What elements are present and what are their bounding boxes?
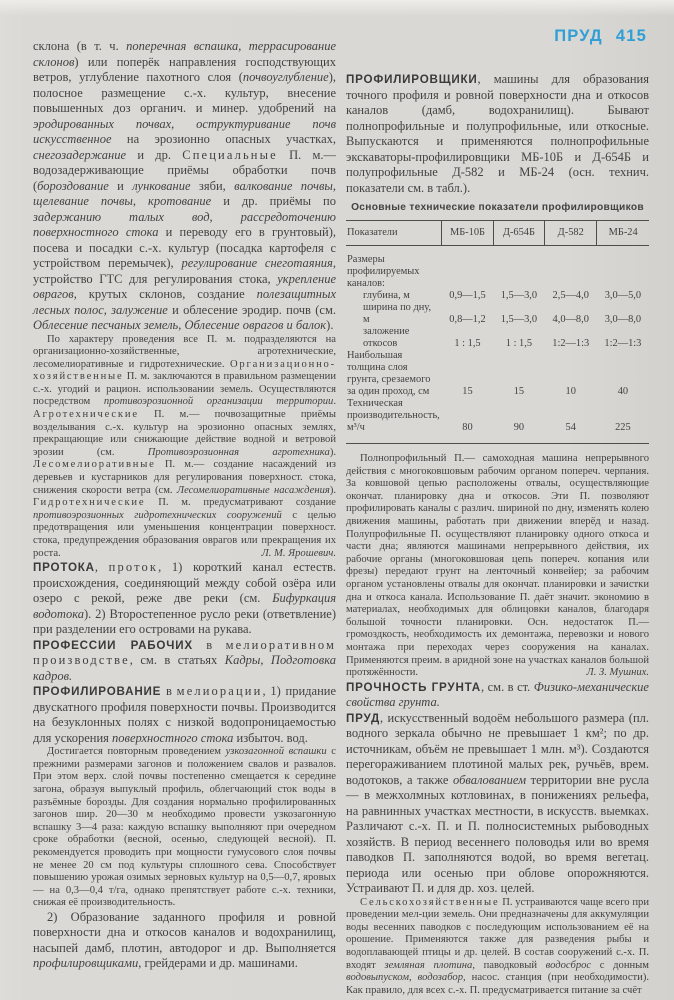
emphasized-term: Сельскохозяйственные (360, 896, 500, 908)
table-value-cell: 90 (513, 422, 525, 433)
text-run: с донным (591, 959, 649, 971)
table-header-row (346, 221, 649, 246)
text-run: , см. в статьях (129, 653, 225, 668)
spec-table (346, 202, 649, 444)
text-run: П. м.— почвозащитные приёмы возделывания с.-х. культур на эрозионно опасных землях, прекращающие или снижающие действие водной и ветровой эрозии (см. (33, 409, 336, 458)
table-row (346, 290, 649, 302)
table-label-cell: глубина, м (363, 290, 410, 301)
italic-term: Кадры, Подготовка кадров. (33, 653, 336, 683)
table-header-cell: Показатели (346, 221, 442, 246)
paragraph (33, 910, 336, 972)
italic-term: задержанию талых вод, рассредоточению поверхностного стока (33, 209, 336, 239)
text-run: и др. (126, 147, 183, 162)
table-value-cell: 3,0—5,0 (604, 290, 642, 301)
table-value-cell: 1,5—3,0 (500, 314, 538, 325)
italic-term: обвалованием (452, 772, 527, 787)
table-value-cell (442, 246, 493, 291)
text-run: и др. приёмы по (211, 194, 336, 208)
table-header-cell: Д-582 (545, 221, 597, 246)
fine-print-paragraph (33, 746, 336, 910)
table-value-cell (597, 246, 649, 291)
text-run: По характеру проведения все П. м. подразделяются на организационно-хозяйственные, агротехнические, лесомелиоративные и гидротехнические. (33, 333, 336, 370)
text-run: в (161, 684, 177, 699)
text-run: избыточ. вод. (233, 730, 308, 745)
italic-term: Физико-механические свойства грунта. (346, 679, 649, 710)
text-run: , 1) придание двускатного профиля поверхности почвы. Производится на безуклонных полях с низкой водопроницаемостью для ускорения (33, 684, 336, 745)
italic-term: водовыпуском (346, 972, 409, 984)
italic-term: Противоэрозионная агротехника (147, 446, 330, 458)
text-run: П. м. предусматривают создание (145, 497, 336, 509)
entry-profilirovanie (33, 684, 336, 746)
italic-term: эродированных почвах, оструктуривание почв искусственное (33, 116, 336, 146)
right-column (346, 39, 649, 997)
table-value-cell: 0,8—1,2 (449, 314, 486, 325)
italic-term: бороздование (37, 178, 109, 193)
text-run: с прежними размерами загонов и положением свалов и развалов. При этом верх. слой почвы постепенно смещается к середине загона, образуя выпуклый профиль, облегчающий сток воды в разъёмные борозды. Для создания нормально профилированных загонов шир. 20—30 м необходимо провести узкозагонную вспашку 3—4 раза: каждую вспашку выполняют при очередном сроке обработки (весной, осенью, следующей весной). П. рекомендуется проводить при мощности гумусового слоя почвы не менее 20 см под культуры сплошного сева. Способствует повышению урожая озимых зерновых культур на 0,5—0,7, яровых — на 0,3—0,4 т/га, однако препятствует работе с.-х. техники, снижая её производительность. (33, 746, 336, 909)
headword: ПРОФИЛИРОВЩИКИ (346, 73, 478, 86)
italic-term: поперечная вспашка, террасирование склонов (33, 39, 336, 69)
text-run: , насос. станция (при необходимости). Как правило, для всех с.-х. П. предусматривается питание за счёт (346, 972, 649, 996)
text-run: П. устраиваются чаще всего при проведении мел-ции земель. Они предназначены для аккумуляции воды весенних паводков с последующим использованием её на орошение. Применяются также для разведения рыбы и водоплавающей птицы и др. целей. В состав сооружений с.-х. П. входят (346, 896, 649, 971)
table-label-cell: Техническая производительность, м³/ч (347, 398, 440, 433)
table-value-cell (493, 246, 544, 291)
table-label-cell: Размеры профилируемых каналов: (347, 254, 420, 289)
spec-table-grid (346, 220, 649, 444)
italic-term: укрепление оврагов (33, 271, 336, 301)
text-run: Достигается повторным проведением (47, 746, 226, 758)
text-run: Полнопрофильный П.— самоходная машина непрерывного действия с многоковшовым рабочим органом попереч. черпания. За ковшовой цепью расположены отвалы, осуществляющие окончат. планировку дна и откосов. Эти П. позволяют профилировать каналы с различ. шириной по дну, изменять колею движения машины, работать при движении вперёд и назад. Полупрофильные П. осуществляют планировку одного откоса и части дна; являются машинами непрерывного действия, их рабочие органы (многоковшовая цепь попереч. копания или фрезы) передают грунт на ленточный конвейер; за рабочим органом установлены отвалы для окончат. планировки и зачистки дна и откоса канала. Использование П. даёт значит. экономию в материалах, необходимых для облицовки каналов, благодаря большой точности планировки. Осн. недостаток П.— громоздкость, необходимость их демонтажа, перевозки и нового монтажа при переходах через сооружения на каналах. Применяются преим. в аридной зоне на участках каналов большой протяжённости. (346, 453, 649, 679)
author-signature: Л. М. Ярошевич. (261, 547, 336, 559)
table-value-cell: 225 (615, 422, 631, 433)
running-head-page-number: 415 (615, 27, 647, 45)
text-run: ), полосное размещение с.-х. культур, внесение повышенных доз органич. и минер. удобрений на (33, 70, 336, 115)
text-run: с целью предотвращения или уменьшения концентрации поверхност. стока, предупреждения образования оврагов или прекращения их роста. (33, 509, 336, 559)
table-value-cell: 1:2—1:3 (552, 338, 590, 349)
table-value-cell: 10 (565, 386, 576, 397)
text-run: , паводковый (472, 959, 546, 971)
fine-print-paragraph (346, 453, 649, 680)
author-signature: Л. З. Мушних. (586, 667, 649, 679)
emphasized-term: Агротехнические (33, 409, 139, 421)
table-label-cell: ширина по дну, м (363, 302, 432, 325)
headword: ПРУД (346, 711, 381, 725)
emphasized-term: Гидротехнические (33, 497, 146, 509)
italic-term: водосброс (545, 959, 592, 971)
table-header-cell: МБ-24 (597, 221, 649, 246)
text-run: и (108, 178, 133, 193)
paragraph-continuation (33, 39, 336, 334)
entry-prud (346, 711, 649, 897)
text-run: П. м.— водозадерживающие приёмы обработки почв ( (33, 147, 336, 193)
running-head-word: ПРУД (554, 27, 603, 45)
text-run: склона (в т. ч. (33, 39, 127, 53)
table-value-cell: 15 (513, 386, 525, 397)
italic-term: водозабор (417, 972, 463, 984)
italic-term: полезащитных лесных полос, залужение (33, 287, 336, 317)
emphasized-term: проток (108, 560, 159, 575)
text-run: П. м. заключаются в правильном размещении с.-х. угодий и рацион. использовании земель. Осуществляются посредством (33, 371, 336, 408)
text-run: территории вне русла — в межхолмных котловинах, в понижениях рельефа, на равнинных участках местности, в искусств. выемках. Различают с.-х. П. и П. полносистемных рыбоводных хозяйств. В период весеннего половодья или во время паводков П. заполняются водой, во время вегетац. периода или осенью при облове опорожняются. Устраивают П. и для др. хоз. целей. (346, 772, 649, 896)
fine-print-paragraph (346, 897, 649, 998)
italic-term: снегозадержание (33, 147, 127, 162)
headword: ПРОТОКА (33, 561, 95, 575)
text-run: , искусственный водоём небольшого размера (пл. водного зеркала обычно не превышает 1 км²; по др. источникам, объём не превышает 1 млн. м³). Создаются перегораживанием плотиной малых рек, ручьёв, врем. водотоков, а также (346, 710, 649, 787)
italic-term: валкование почвы, щелевание почвы, кротование (33, 178, 336, 208)
text-run: в (192, 637, 226, 652)
table-value-cell: 2,5—4,0 (552, 290, 589, 301)
emphasized-term: Организационно-хозяйственные (33, 358, 336, 383)
table-value-cell: 40 (617, 386, 629, 397)
italic-term: Облесение песчаных земель, Облесение оврагов и балок (33, 318, 327, 332)
text-run: . (333, 396, 336, 408)
table-value-cell: 3,0—8,0 (604, 314, 642, 325)
table-row (346, 246, 649, 291)
left-column (33, 39, 336, 997)
entry-prochnost-grunta (346, 680, 649, 711)
table-title: Основные технические показатели профилировщиков (351, 202, 644, 213)
table-value-cell: 1:2—1:3 (604, 338, 642, 349)
italic-term: почвоуглубление (242, 70, 329, 84)
table-label-cell: Наибольшая толщина слоя грунта, срезаемого за один проход, см (347, 350, 431, 397)
italic-term: узкозагонной вспашки (225, 746, 327, 758)
table-row (346, 302, 649, 326)
italic-term: поверхностного стока (112, 730, 234, 745)
text-run: , машины для образования точного профиля и ровной поверхности дна и откосов каналов (дамб, водохранилищ). Бывают полнопрофильные и полупрофильные, или откосные. Выпускаются и применяются полнопрофильные экскаваторы-профилировщики МБ-10Б и Д-654Б и полупрофильные Д-582 и МБ-24 (осн. технич. показатели см. в табл.). (346, 72, 649, 195)
table-row (346, 326, 649, 350)
text-columns (33, 39, 649, 997)
text-run: зяби, (190, 178, 235, 193)
text-run: ). 2) Второстепенное русло реки (ответвление) при разделении его островами на рукава. (33, 606, 336, 637)
emphasized-term: Специальные (182, 147, 278, 162)
italic-term: регулирование снеготаяния (181, 256, 333, 270)
text-run: , устройство ГТС для регулирования стока, (33, 256, 336, 286)
text-run: , (408, 972, 418, 984)
table-value-cell: 80 (462, 422, 473, 433)
text-run: и переводу его в грунтовый), посева и посадки с.-х. культур (посадка картофеля с устройством перемычек), (33, 225, 336, 270)
emphasized-term: мелиорации (176, 684, 263, 699)
text-run: ) или поперёк направления господствующих ветров, углубление пахотного слоя ( (33, 54, 336, 84)
entry-protoka (33, 560, 336, 638)
text-run: ). (329, 446, 336, 458)
italic-term: лункование (132, 178, 191, 193)
text-run: , см. в ст. (480, 679, 534, 694)
headword: ПРОФИЛИРОВАНИЕ (33, 685, 162, 699)
italic-term: противоэрозионных гидротехнических сооружений (33, 509, 282, 521)
text-run: , грейдерами и др. машинами. (138, 956, 298, 971)
italic-term: Бифуркация водотока (33, 591, 336, 621)
text-run: на эрозионно опасных участках, (111, 132, 336, 146)
table-row (346, 398, 649, 444)
entry-profilirovshchiki (346, 72, 649, 196)
text-run: , 1) короткий канал естеств. происхождения, соединяющий между собой озёра или озеро с рекой, реже две реки (см. (33, 560, 337, 606)
fine-print-paragraph (33, 334, 336, 561)
italic-term: Лесомелиоративные насаждения (176, 484, 330, 496)
table-value-cell: 1 : 1,5 (454, 338, 481, 349)
table-row (346, 350, 649, 398)
italic-term: профилировщиками (33, 956, 139, 971)
table-label-cell: заложение откосов (363, 326, 410, 349)
text-run: , (94, 560, 109, 575)
emphasized-term: мелиоративном производстве (33, 637, 337, 668)
table-header-cell: МБ-10Б (442, 221, 493, 246)
table-header-cell: Д-654Б (493, 221, 544, 246)
table-value-cell: 1 : 1,5 (505, 338, 533, 349)
table-value-cell: 1,5—3,0 (500, 290, 538, 301)
table-value-cell: 4,0—8,0 (552, 314, 589, 325)
text-run: , крутых склонов, создание (73, 287, 257, 301)
entry-professii-rabochih (33, 638, 336, 685)
emphasized-term: Лесомелиоративные (33, 459, 156, 471)
text-run: ). (326, 318, 334, 332)
table-value-cell: 54 (565, 422, 576, 433)
headword: ПРОФЕССИИ РАБОЧИХ (33, 638, 193, 652)
text-run: и облесение эродир. почв (см. (167, 302, 336, 317)
headword: ПРОЧНОСТЬ ГРУНТА (346, 680, 481, 694)
table-value-cell (545, 246, 597, 291)
italic-term: земляная плотина (384, 959, 473, 971)
text-run: ). (329, 484, 336, 496)
text-run: 2) Образование заданного профиля и ровной поверхности дна и откосов каналов и водохранилищ, насыпей дамб, плотин, автодорог и др. Выполняется (33, 909, 336, 955)
text-run: П. м.— создание насаждений из деревьев и кустарников для регулирования поверхност. стока, снижения скорости ветра (см. (33, 459, 336, 496)
italic-term: противоэрозионной организации территории (103, 396, 334, 408)
table-value-cell: 0,9—1,5 (449, 290, 486, 301)
table-value-cell: 15 (462, 386, 473, 397)
